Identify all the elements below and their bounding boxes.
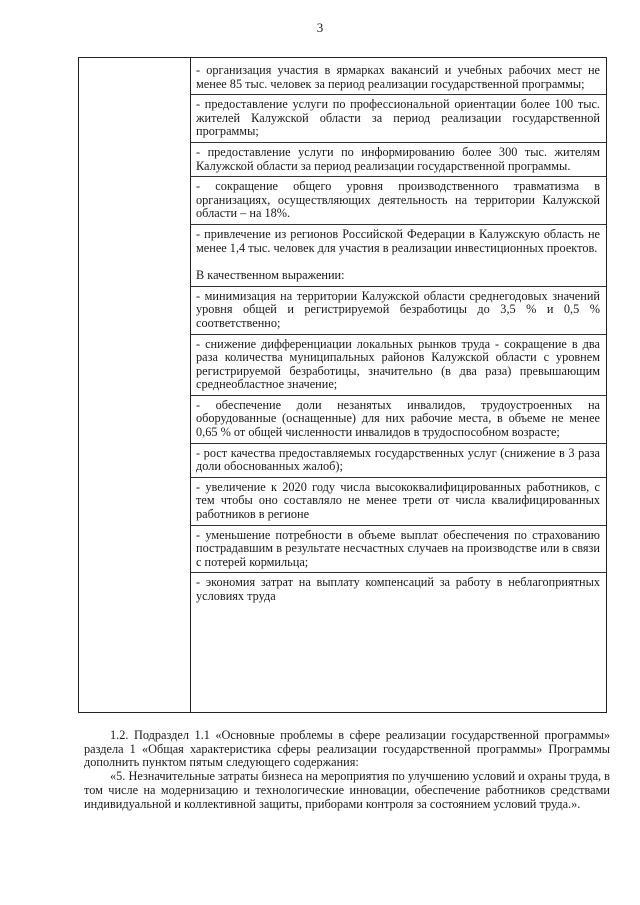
target-item: - предоставление услуги по профессиональной ориентации более 100 тыс. жителей Калужской области за период реализации государственной программы; <box>196 97 600 139</box>
row-separator <box>190 443 606 444</box>
column-divider <box>190 58 191 712</box>
page-number: 3 <box>316 20 324 35</box>
target-item: - организация участия в ярмарках вакансий и учебных рабочих мест не менее 85 тыс. человек за период реализации государственной программы; <box>196 63 600 91</box>
target-item: - рост качества предоставляемых государственных услуг (снижение в 3 раза доли обоснованных жалоб); <box>196 445 600 474</box>
row-separator <box>190 334 606 335</box>
row-separator <box>190 224 606 225</box>
target-item: - сокращение общего уровня производственного травматизма в организациях, осуществляющих деятельность на территории Калужской области – на 18%. <box>196 179 600 221</box>
row-separator <box>190 572 606 573</box>
target-item: - обеспечение доли незанятых инвалидов, трудоустроенных на оборудованные (оснащенные) для них рабочие места, в объеме не менее 0,65 % от общей численности инвалидов в трудоспособном возрасте; <box>196 397 600 440</box>
qualitative-heading: В качественном выражении: <box>196 268 345 283</box>
row-separator <box>190 477 606 478</box>
target-item: - привлечение из регионов Российской Федерации в Калужскую область не менее 1,4 тыс. человек для участия в реализации инвестиционных проектов. <box>196 226 600 255</box>
target-item: - уменьшение потребности в объеме выплат обеспечения по страхованию пострадавшим в результате несчастных случаев на производстве или в связи с потерей кормильца; <box>196 527 600 569</box>
row-separator <box>190 395 606 396</box>
row-separator <box>190 525 606 526</box>
row-separator <box>190 286 606 287</box>
row-separator <box>190 176 606 177</box>
row-separator <box>190 94 606 95</box>
target-item: - экономия затрат на выплату компенсаций за работу в неблагоприятных условиях труда <box>196 575 600 603</box>
target-item: - предоставление услуги по информированию более 300 тыс. жителям Калужской области за период реализации государственной программы. <box>196 144 600 173</box>
target-item: - увеличение к 2020 году числа высококвалифицированных работников, с тем чтобы оно составляло не менее трети от числа квалифицированных работников в регионе <box>196 479 600 522</box>
targets-cell <box>196 64 600 604</box>
quoted-point: «5. Незначительные затраты бизнеса на мероприятия по улучшению условий и охраны труда, в том числе на модернизацию и технологические инновации, обеспечение работников средствами индивидуальной и коллективной защиты, приборами контроля за состоянием условий труда.». <box>84 769 610 811</box>
target-item: - минимизация на территории Калужской области среднегодовых значений уровня общей и регистрируемой безработицы до 3,5 % и 0,5 % соответственно; <box>196 288 600 330</box>
target-item: - снижение дифференциации локальных рынков труда - сокращение в два раза количества муниципальных районов Калужской области с уровнем регистрируемой безработицы, значительно (в два раза) превышающим среднеобластное значение; <box>196 336 600 392</box>
amendment-paragraph: 1.2. Подраздел 1.1 «Основные проблемы в сфере реализации государственной программы» раздела 1 «Общая характеристика сферы реализации государственной программы» Программы дополнить пунктом пятым следующего содержания: <box>84 728 610 770</box>
targets-table <box>78 57 607 713</box>
row-separator <box>190 142 606 143</box>
amendment-text <box>84 729 610 811</box>
